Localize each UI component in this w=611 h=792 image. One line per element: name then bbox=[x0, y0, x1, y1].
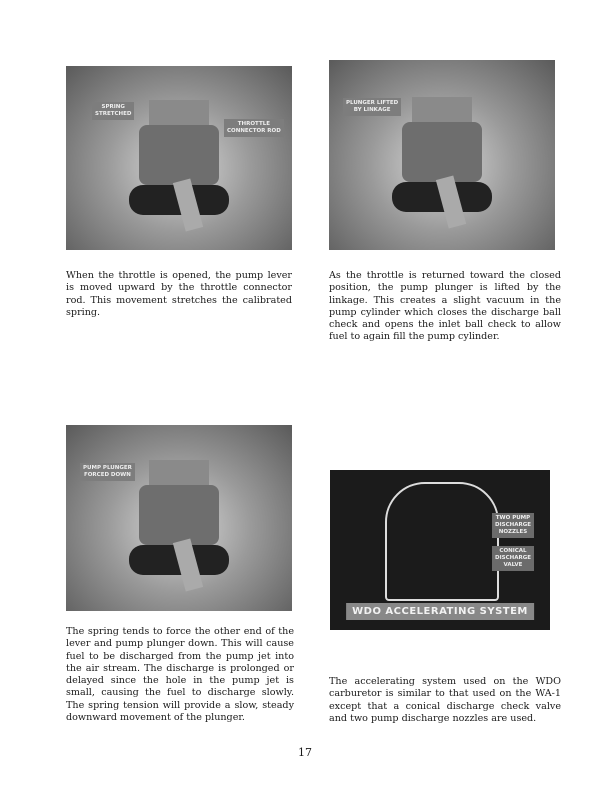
caption-3: The spring tends to force the other end of the lever and pump plunger down. This will cause fuel to be discharged from the pump jet into the air stream. The discharge is prolonged or delayed since the hole in the pump jet is small, causing the fuel to discharge slowly. The spring tension will provide a slow, steady downward movement of the plunger. bbox=[66, 626, 294, 724]
photo-spring-stretched bbox=[66, 66, 292, 250]
photo-plunger-forced-down bbox=[66, 425, 292, 611]
callout-label: PLUNGER LIFTED BY LINKAGE bbox=[343, 98, 401, 116]
callout-label: CONICAL DISCHARGE VALVE bbox=[492, 546, 534, 571]
callout-label: THROTTLE CONNECTOR ROD bbox=[224, 119, 284, 137]
caption-4: The accelerating system used on the WDO carburetor is similar to that used on the WA-1 except that a conical discharge check valve and two pump discharge nozzles are used. bbox=[329, 676, 561, 724]
callout-label: SPRING STRETCHED bbox=[92, 102, 134, 120]
carburetor-image bbox=[124, 95, 234, 235]
cutaway-diagram bbox=[385, 482, 499, 601]
carburetor-image bbox=[387, 92, 497, 232]
page-number: 17 bbox=[298, 746, 312, 759]
diagram-wdo-accelerating-system bbox=[330, 470, 550, 630]
caption-2: As the throttle is returned toward the closed position, the pump plunger is lifted by the linkage. This creates a slight vacuum in the pump cylinder which closes the discharge ball check and opens the inlet ball check to allow fuel to again fill the pump cylinder. bbox=[329, 270, 561, 343]
callout-label: PUMP PLUNGER FORCED DOWN bbox=[80, 463, 135, 481]
callout-label: TWO PUMP DISCHARGE NOZZLES bbox=[492, 513, 534, 538]
photo-plunger-lifted bbox=[329, 60, 555, 250]
caption-1: When the throttle is opened, the pump lever is moved upward by the throttle connector rod. This movement stretches the calibrated spring. bbox=[66, 270, 292, 318]
diagram-title: WDO ACCELERATING SYSTEM bbox=[346, 603, 534, 620]
carburetor-image bbox=[124, 455, 234, 595]
